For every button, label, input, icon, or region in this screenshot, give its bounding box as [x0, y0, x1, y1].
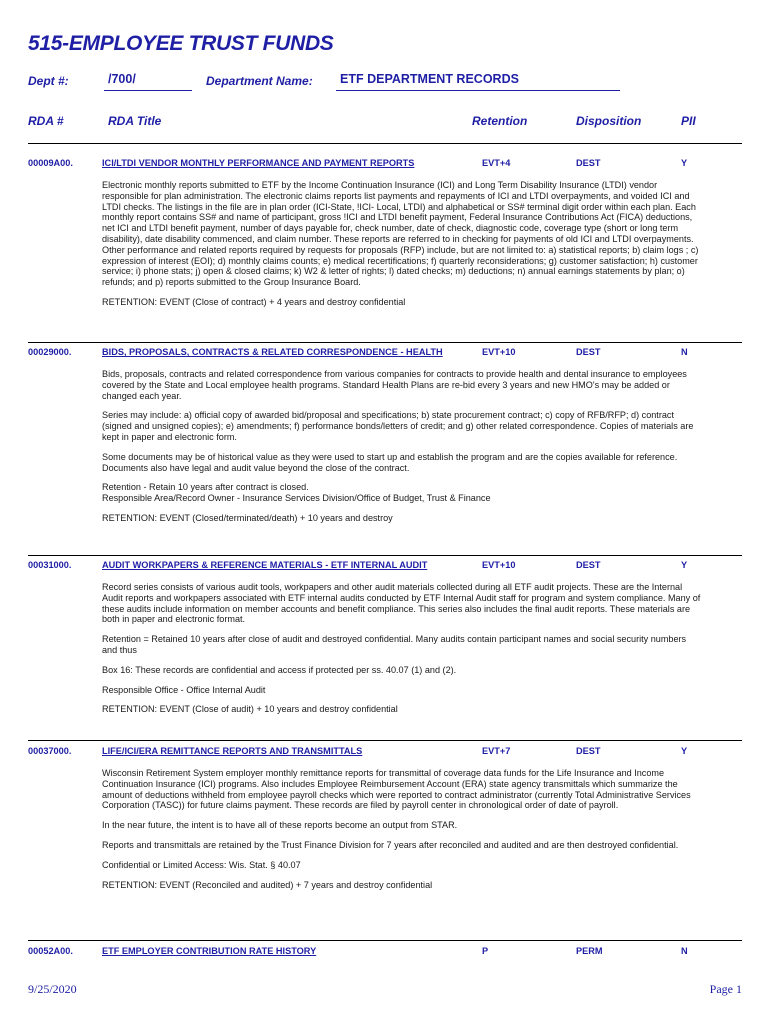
page-number: Page 1: [709, 982, 742, 996]
record-divider: [28, 940, 742, 941]
record-number: 00037000.: [28, 746, 72, 756]
description-paragraph: Some documents may be of historical value as they were used to start up and establish the program and are the copies available for reference. Documents also have legal and audit value beyond the close of the contract.: [102, 451, 678, 473]
description-paragraph: Bids, proposals, contracts and related correspondence from various companies for contracts to provide health and dental insurance to employees covered by the State and Local employee health programs. Standard Health Plans are re-bid every 3 years and new HMO's may be added or changed each year.: [102, 369, 687, 401]
column-header-retention: Retention: [472, 114, 528, 128]
description-paragraph: Box 16: These records are confidential and access if protected per ss. 40.07 (1) and (2).: [102, 664, 457, 675]
retention-statement: RETENTION: EVENT (Close of contract) + 4 years and destroy confidential: [102, 296, 406, 307]
header-divider: [28, 143, 742, 144]
record-disposition: DEST: [576, 746, 601, 756]
record-disposition: DEST: [576, 560, 601, 570]
record-header: [28, 560, 742, 574]
dept-name-label: Department Name:: [206, 74, 313, 88]
record-description: [102, 582, 702, 715]
record-00052A00: [28, 946, 742, 960]
record-retention: EVT+10: [482, 347, 516, 357]
record-00037000: [28, 746, 742, 899]
retention-statement: RETENTION: EVENT (Close of audit) + 10 years and destroy confidential: [102, 704, 398, 715]
column-header-rda: RDA #: [28, 114, 64, 128]
record-title: ETF EMPLOYER CONTRIBUTION RATE HISTORY: [102, 946, 317, 956]
record-header: [28, 158, 742, 172]
dept-number-value: /700/: [108, 72, 136, 86]
record-number: 00029000.: [28, 347, 72, 357]
dept-number-underline: [104, 90, 192, 91]
retention-statement: RETENTION: EVENT (Closed/terminated/death) + 10 years and destroy: [102, 512, 393, 523]
dept-number-label: Dept #:: [28, 74, 69, 88]
description-paragraph: Electronic monthly reports submitted to ETF by the Income Continuation Insurance (ICI) and Long Term Disability Insurance (LTDI) vendor responsible for plan administration. The electronic claims reports list payments and repayments of ICI and LTDI overpayments, and voided ICI and LTDI checks. The listings in the file are in plan order (ICI-State, !ICI- Local, LTDI) and alphabetical or SS# terminal digit order within each plan. Each monthly report contains SS# and name of participant, gross !ICI and LTDI benefit payment, Federal Insurance Contributions Act (FICA) deductions, net ICI and LTDI benefit payment, number of days payable for, check number, date of check, diagnostic code, coverage type (short or long term disability), date disability commenced, and claim number. These reports are referred to in checking for payments of old ICI and LTDI overpayments. Other performance and related reports required by requests for proposals (RFP) include, but are not limited to: a) statistical reports; b) claim logs ; c) expression of interest (EOI); d) monthly claims counts; e) medical recertifications; f) quarterly reconsiderations; g) customer satisfaction; h) customer service; i) phone stats; j) open & closed claims; k) W2 & letter of rights; l) dated checks; m) deductions; n) annual earnings statements by plan; o) refunds; and p) reports submitted to the Group Insurance Board.: [102, 180, 699, 288]
record-divider: [28, 555, 742, 556]
record-title: LIFE/ICI/ERA REMITTANCE REPORTS AND TRANSMITTALS: [102, 746, 363, 756]
record-description: [102, 768, 702, 890]
description-paragraph: Wisconsin Retirement System employer monthly remittance reports for transmittal of coverage data funds for the Life Insurance and Income Continuation Insurance (ICI) programs. Also includes Employee Reimbursement Account (ERA) state agency transmittals which summarize the amount of deductions withheld from employee payroll checks which were reported to contract administrator (currently Total Administrative Services Corporation (TASC)) for future claims payment. These records are filed by payroll center in chronological order of date of payroll.: [102, 768, 691, 811]
record-pii: N: [681, 946, 688, 956]
record-retention: P: [482, 946, 489, 956]
record-title: ICI/LTDI VENDOR MONTHLY PERFORMANCE AND PAYMENT REPORTS: [102, 158, 415, 168]
description-paragraph: Series may include: a) official copy of awarded bid/proposal and specifications; b) state procurement contract; c) copy of RFB/RFP; d) contract (signed and unsigned copies); e) amendments; f) performance bonds/letters of credit; and g) other related correspondence. Copies of materials are kept in paper and electronic form.: [102, 410, 694, 442]
record-00029000: [28, 347, 742, 533]
record-description: [102, 369, 702, 524]
record-title: AUDIT WORKPAPERS & REFERENCE MATERIALS - ETF INTERNAL AUDIT: [102, 560, 428, 570]
column-header-pii: PII: [681, 114, 696, 128]
record-retention: EVT+4: [482, 158, 511, 168]
description-paragraph: Retention - Retain 10 years after contract is closed. Responsible Area/Record Owner - Insurance Services Division/Office of Budget, Trust & Finance: [102, 482, 491, 504]
record-header: [28, 347, 742, 361]
record-retention: EVT+10: [482, 560, 516, 570]
footer-date: 9/25/2020: [28, 982, 77, 996]
column-header-title: RDA Title: [108, 114, 162, 128]
record-divider: [28, 342, 742, 343]
dept-name-underline: [336, 90, 620, 91]
description-paragraph: Confidential or Limited Access: Wis. Stat. § 40.07: [102, 859, 301, 870]
record-retention: EVT+7: [482, 746, 511, 756]
record-header: [28, 946, 742, 960]
retention-statement: RETENTION: EVENT (Reconciled and audited) + 7 years and destroy confidential: [102, 879, 433, 890]
record-divider: [28, 740, 742, 741]
description-paragraph: Record series consists of various audit tools, workpapers and other audit materials collected during all ETF audit projects. These are the Internal Audit reports and workpapers associated with ETF internal audits conducted by ETF Internal Audit staff for program and system compliance. Many of these audits include information on member accounts and benefit compliance. This series also includes the final audit reports. These materials are both in paper and electronic format.: [102, 582, 701, 625]
record-number: 00009A00.: [28, 158, 73, 168]
record-pii: Y: [681, 158, 688, 168]
record-disposition: DEST: [576, 347, 601, 357]
description-paragraph: Retention = Retained 10 years after close of audit and destroyed confidential. Many audits contain participant names and social security numbers and thus: [102, 634, 687, 655]
record-00031000: [28, 560, 742, 724]
record-00009A00: [28, 158, 742, 317]
description-paragraph: In the near future, the intent is to have all of these reports become an output from STAR.: [102, 820, 458, 831]
dept-name-value: ETF DEPARTMENT RECORDS: [340, 72, 519, 86]
record-pii: N: [681, 347, 688, 357]
description-paragraph: Reports and transmittals are retained by the Trust Finance Division for 7 years after reconciled and audited and are then destroyed confidential.: [102, 839, 679, 850]
column-header-disposition: Disposition: [576, 114, 642, 128]
description-paragraph: Responsible Office - Office Internal Audit: [102, 684, 266, 695]
record-number: 00052A00.: [28, 946, 73, 956]
document-title: 515-EMPLOYEE TRUST FUNDS: [28, 32, 334, 55]
record-disposition: DEST: [576, 158, 601, 168]
record-disposition: PERM: [576, 946, 603, 956]
record-header: [28, 746, 742, 760]
record-pii: Y: [681, 746, 688, 756]
record-title: BIDS, PROPOSALS, CONTRACTS & RELATED CORRESPONDENCE - HEALTH: [102, 347, 443, 357]
record-number: 00031000.: [28, 560, 72, 570]
record-pii: Y: [681, 560, 688, 570]
record-description: [102, 180, 702, 308]
